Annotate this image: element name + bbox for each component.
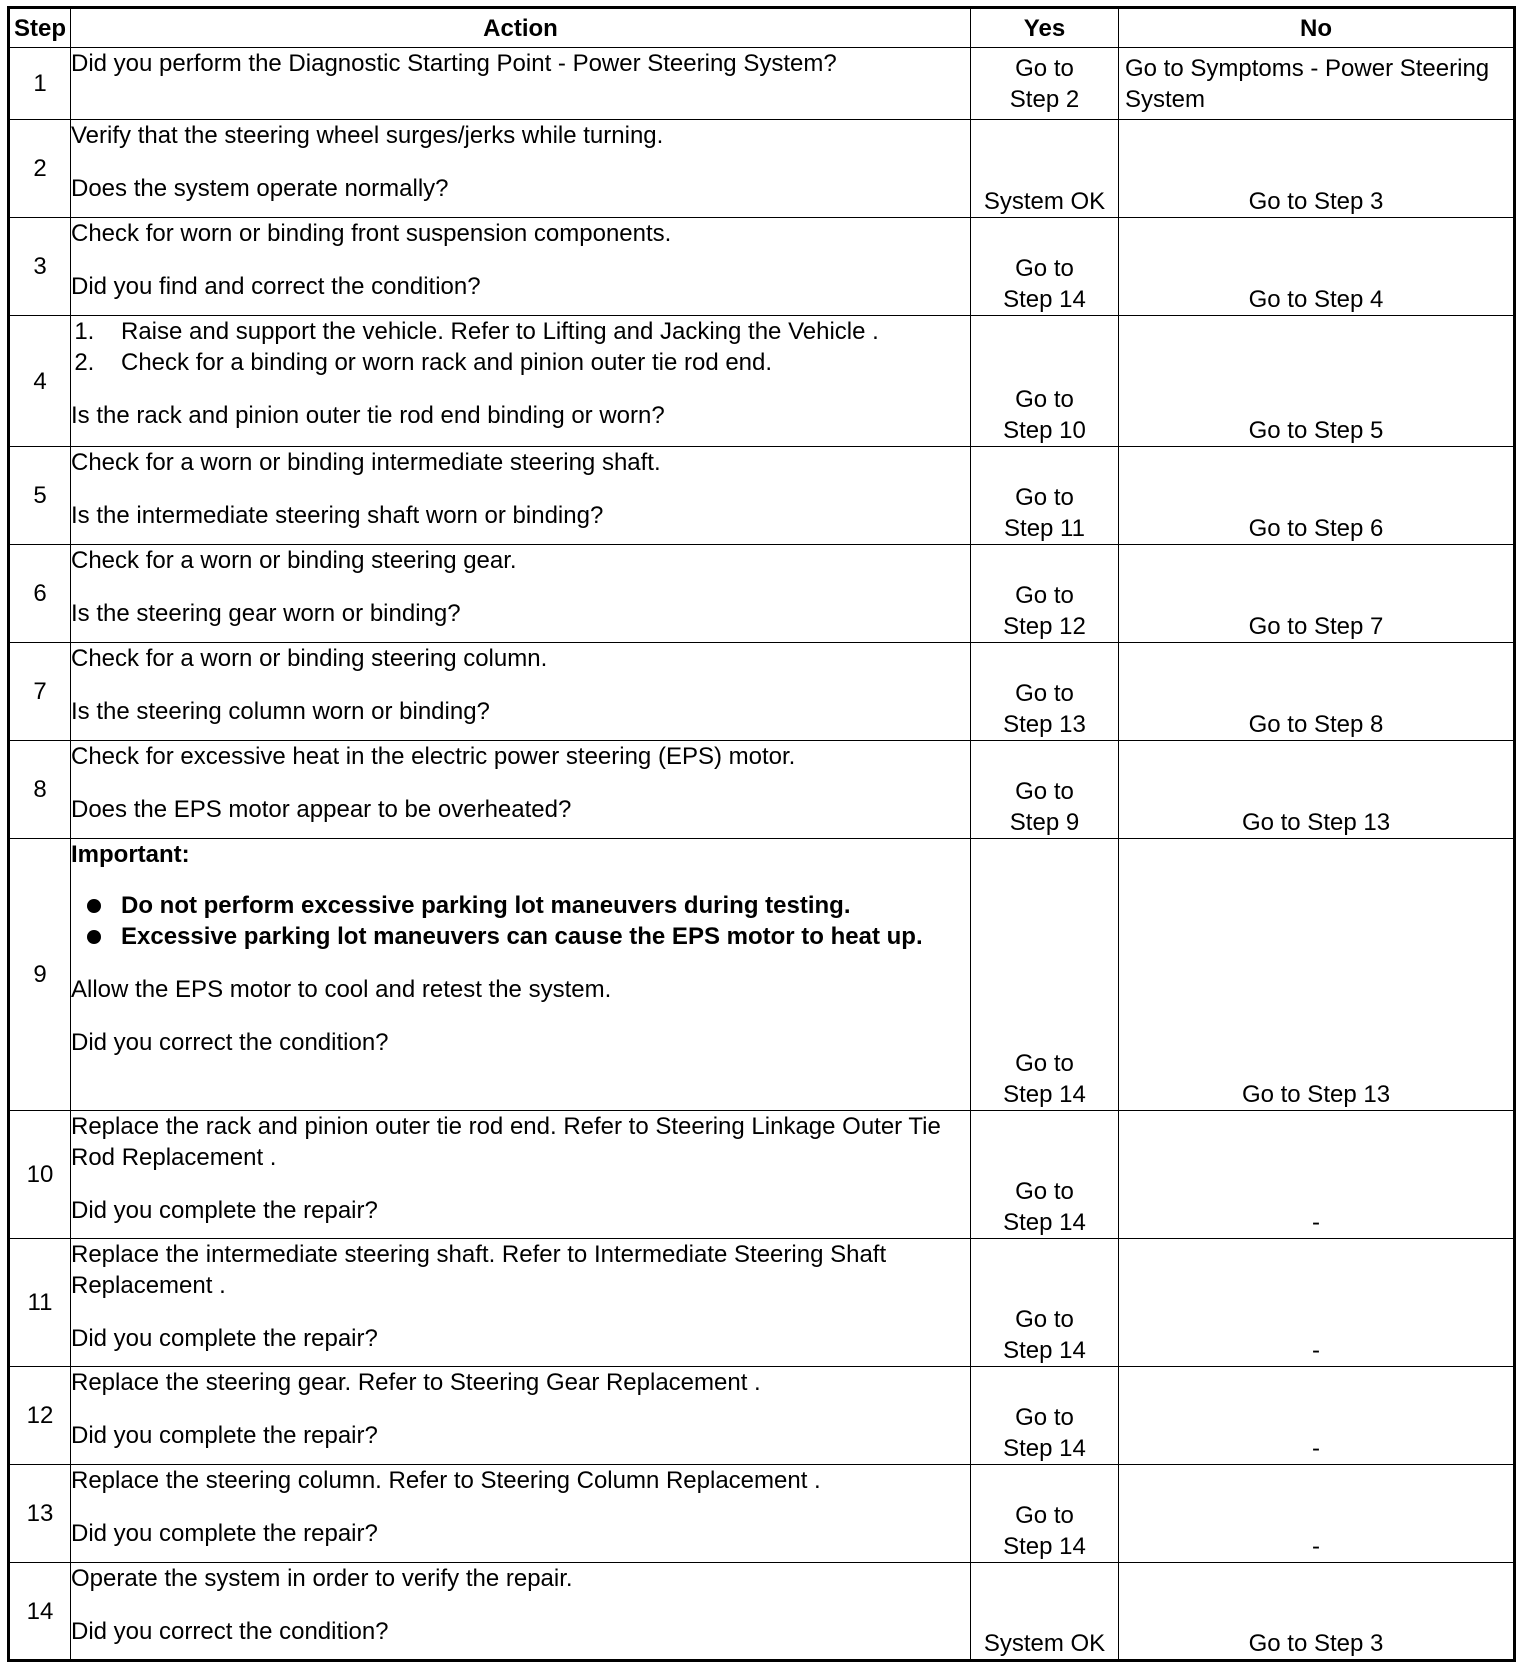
yes-line: Go to: [1015, 1178, 1074, 1205]
table-row: [9, 1111, 1515, 1239]
action-text: Replace the rack and pinion outer tie rod end. Refer to Steering Linkage Outer Tie Rod Replacement .: [71, 1113, 941, 1171]
table-row: [9, 1563, 1515, 1661]
action-text: Check for a worn or binding steering gear.: [71, 547, 517, 574]
yes-cell: [971, 447, 1119, 545]
yes-cell: [971, 1465, 1119, 1563]
yes-line: Step 14: [1003, 1435, 1086, 1462]
table-row: [9, 316, 1515, 447]
action-text: Check for a worn or binding intermediate steering shaft.: [71, 449, 661, 476]
header-row: [9, 8, 1515, 48]
no-line: Go to Step 13: [1241, 1081, 1391, 1108]
yes-line: Go to: [1015, 1050, 1074, 1077]
action-question: Is the steering column worn or binding?: [71, 698, 490, 725]
yes-line: Go to: [1015, 582, 1074, 609]
no-cell: [1119, 545, 1515, 643]
yes-line: System OK: [983, 188, 1106, 215]
action-text: Check for worn or binding front suspension components.: [71, 220, 672, 247]
important-item-text: Do not perform excessive parking lot maneuvers during testing.: [121, 892, 851, 919]
action-question: Does the EPS motor appear to be overheated?: [71, 796, 572, 823]
action-cell: [71, 1563, 971, 1661]
action-question: Is the rack and pinion outer tie rod end binding or worn?: [71, 402, 665, 429]
step-number: 11: [9, 1239, 71, 1367]
table-row: [9, 545, 1515, 643]
important-list: [71, 890, 970, 952]
no-cell: [1119, 1111, 1515, 1239]
no-cell: [1119, 1563, 1515, 1661]
table-row: [9, 218, 1515, 316]
yes-line: Go to: [1015, 1306, 1074, 1333]
yes-line: Go to: [1015, 778, 1074, 805]
yes-cell: [971, 1111, 1119, 1239]
yes-line: Step 11: [1004, 515, 1085, 542]
header-yes: Yes: [971, 8, 1119, 48]
table-row: [9, 120, 1515, 218]
no-line: -: [1312, 1209, 1320, 1236]
action-cell: [71, 545, 971, 643]
header-step: Step: [9, 8, 71, 48]
action-text: Check for excessive heat in the electric power steering (EPS) motor.: [71, 743, 796, 770]
no-cell: [1119, 1465, 1515, 1563]
yes-cell: [971, 120, 1119, 218]
yes-line: System OK: [983, 1630, 1106, 1657]
action-text: Verify that the steering wheel surges/jerks while turning.: [71, 122, 664, 149]
yes-line: Step 14: [1003, 1209, 1086, 1236]
action-cell: [71, 839, 971, 1111]
step-number: 9: [9, 839, 71, 1111]
table-row: [9, 1465, 1515, 1563]
no-cell: [1119, 741, 1515, 839]
yes-line: Step 12: [1003, 613, 1086, 640]
table-row: [9, 1239, 1515, 1367]
table-row: [9, 48, 1515, 120]
yes-line: Step 2: [1009, 86, 1080, 113]
table-row: [9, 643, 1515, 741]
no-line: Go to Step 3: [1248, 188, 1384, 215]
action-text: Allow the EPS motor to cool and retest the system.: [71, 976, 612, 1003]
yes-cell: [971, 839, 1119, 1111]
step-number: 14: [9, 1563, 71, 1661]
action-question: Did you correct the condition?: [71, 1029, 389, 1056]
action-cell: [71, 48, 971, 120]
action-text: Replace the steering gear. Refer to Steering Gear Replacement .: [71, 1369, 761, 1396]
table-row: [9, 1367, 1515, 1465]
action-question: Did you complete the repair?: [71, 1520, 378, 1547]
action-text: Replace the steering column. Refer to Steering Column Replacement .: [71, 1467, 821, 1494]
step-number: 1: [9, 48, 71, 120]
action-question: Did you complete the repair?: [71, 1197, 378, 1224]
no-cell: [1119, 218, 1515, 316]
step-number: 8: [9, 741, 71, 839]
yes-line: Step 14: [1003, 1081, 1086, 1108]
no-line: Go to Symptoms - Power Steering: [1125, 55, 1490, 82]
yes-line: Go to: [1015, 1502, 1074, 1529]
step-number: 5: [9, 447, 71, 545]
no-cell: [1119, 447, 1515, 545]
yes-cell: [971, 48, 1119, 120]
no-line: Go to Step 8: [1248, 711, 1384, 738]
important-item: [71, 921, 970, 952]
step-number: 13: [9, 1465, 71, 1563]
no-line: -: [1312, 1533, 1320, 1560]
no-line: Go to Step 5: [1248, 417, 1384, 444]
yes-line: Step 10: [1003, 417, 1086, 444]
action-question: Did you find and correct the condition?: [71, 273, 481, 300]
action-text: Check for a worn or binding steering column.: [71, 645, 548, 672]
yes-line: Go to: [1015, 255, 1074, 282]
no-cell: [1119, 48, 1515, 120]
step-number: 6: [9, 545, 71, 643]
yes-line: Go to: [1015, 55, 1074, 82]
header-no: No: [1119, 8, 1515, 48]
substep-item: 1. Raise and support the vehicle. Refer to Lifting and Jacking the Vehicle .: [101, 316, 970, 347]
no-cell: [1119, 643, 1515, 741]
action-text: Did you perform the Diagnostic Starting Point - Power Steering System?: [71, 50, 837, 77]
yes-line: Step 9: [1009, 809, 1080, 836]
step-number: 2: [9, 120, 71, 218]
header-action: Action: [71, 8, 971, 48]
no-cell: [1119, 1367, 1515, 1465]
table-row: [9, 839, 1515, 1111]
action-cell: [71, 1465, 971, 1563]
no-cell: [1119, 1239, 1515, 1367]
yes-line: Go to: [1015, 386, 1074, 413]
yes-cell: [971, 545, 1119, 643]
action-question: Did you complete the repair?: [71, 1325, 378, 1352]
yes-cell: [971, 741, 1119, 839]
table-row: [9, 741, 1515, 839]
no-line: Go to Step 13: [1241, 809, 1391, 836]
no-cell: [1119, 316, 1515, 447]
no-line: Go to Step 7: [1248, 613, 1384, 640]
no-line: System: [1125, 86, 1206, 113]
yes-cell: [971, 218, 1119, 316]
diagnostic-table: [7, 6, 1516, 1662]
no-line: -: [1312, 1337, 1320, 1364]
action-cell: [71, 1111, 971, 1239]
action-question: Did you complete the repair?: [71, 1422, 378, 1449]
bullet-icon: [87, 930, 101, 944]
important-item-text: Excessive parking lot maneuvers can cause the EPS motor to heat up.: [121, 923, 923, 950]
action-cell: [71, 447, 971, 545]
no-line: -: [1312, 1435, 1320, 1462]
yes-cell: [971, 1563, 1119, 1661]
action-question: Is the intermediate steering shaft worn or binding?: [71, 502, 604, 529]
bullet-icon: [87, 899, 101, 913]
yes-line: Step 13: [1003, 711, 1086, 738]
step-number: 10: [9, 1111, 71, 1239]
action-cell: [71, 218, 971, 316]
yes-cell: [971, 1367, 1119, 1465]
action-question: Did you correct the condition?: [71, 1618, 389, 1645]
action-cell: [71, 741, 971, 839]
yes-line: Step 14: [1003, 1337, 1086, 1364]
action-question: Is the steering gear worn or binding?: [71, 600, 461, 627]
yes-cell: [971, 643, 1119, 741]
yes-line: Go to: [1015, 484, 1074, 511]
important-item: [71, 890, 970, 921]
action-cell: [71, 1367, 971, 1465]
action-text: Operate the system in order to verify the repair.: [71, 1565, 573, 1592]
action-question: Does the system operate normally?: [71, 175, 449, 202]
action-cell: [71, 643, 971, 741]
yes-cell: [971, 1239, 1119, 1367]
yes-line: Step 14: [1003, 1533, 1086, 1560]
yes-line: Go to: [1015, 680, 1074, 707]
step-number: 12: [9, 1367, 71, 1465]
no-line: Go to Step 6: [1248, 515, 1384, 542]
action-cell: [71, 1239, 971, 1367]
table-row: [9, 447, 1515, 545]
action-cell: [71, 120, 971, 218]
substep-item: 2. Check for a binding or worn rack and pinion outer tie rod end.: [101, 347, 970, 378]
step-number: 7: [9, 643, 71, 741]
no-line: Go to Step 3: [1248, 1630, 1384, 1657]
no-cell: [1119, 120, 1515, 218]
step-number: 4: [9, 316, 71, 447]
action-cell: [71, 316, 971, 447]
important-label: Important:: [71, 841, 190, 868]
no-cell: [1119, 839, 1515, 1111]
yes-line: Step 14: [1003, 286, 1086, 313]
yes-line: Go to: [1015, 1404, 1074, 1431]
yes-cell: [971, 316, 1119, 447]
substep-list: [71, 316, 970, 378]
no-line: Go to Step 4: [1248, 286, 1384, 313]
step-number: 3: [9, 218, 71, 316]
action-text: Replace the intermediate steering shaft. Refer to Intermediate Steering Shaft Replacement .: [71, 1241, 887, 1299]
